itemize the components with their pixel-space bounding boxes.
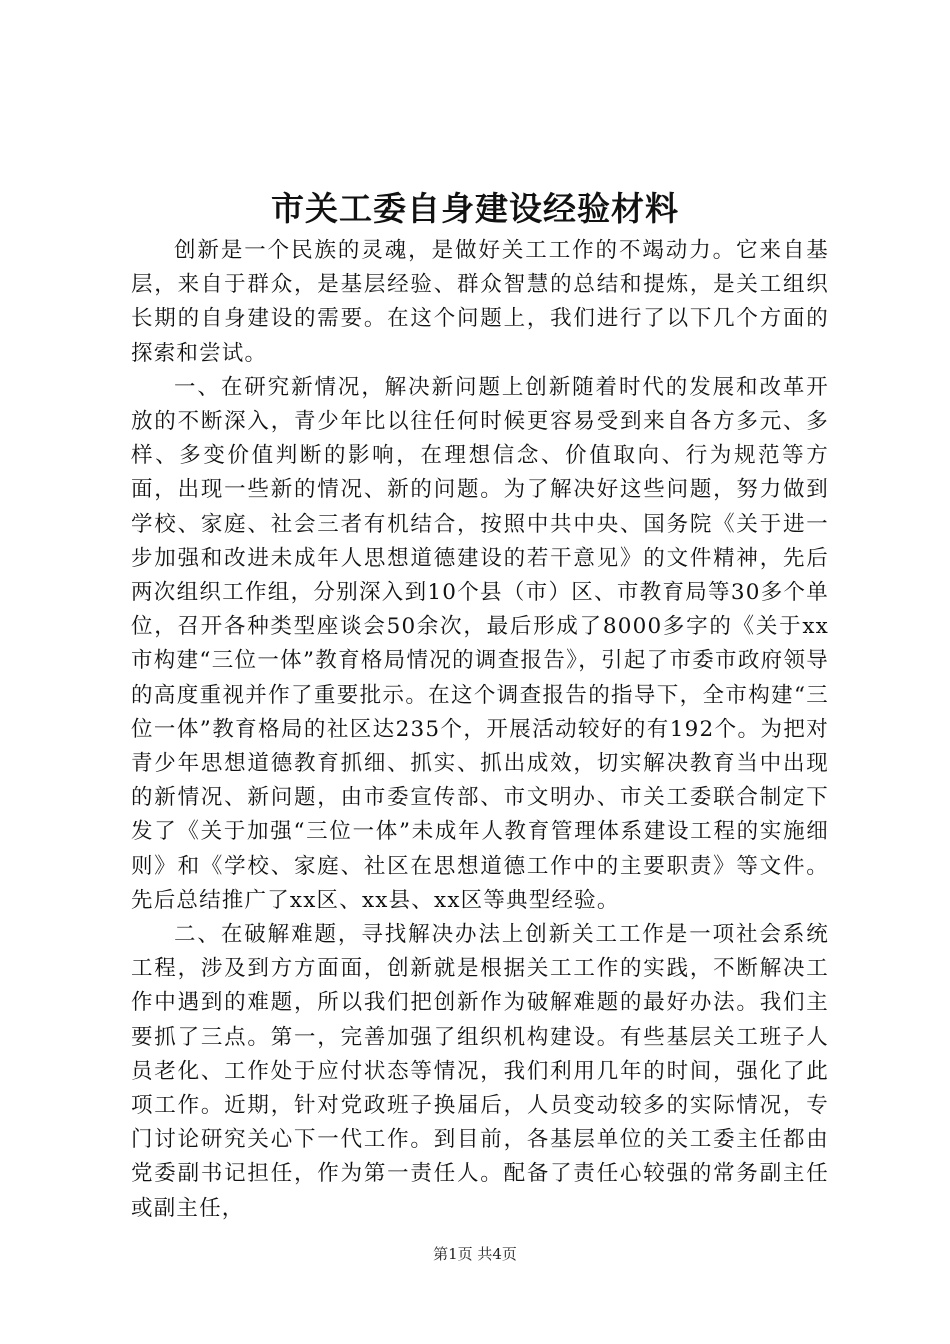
paragraph-intro: 创新是一个民族的灵魂，是做好关工工作的不竭动力。它来自基层，来自于群众，是基层经验、群众智慧的总结和提炼，是关工组织长期的自身建设的需要。在这个问题上，我们进行了以下几个方面的探索和尝试。 — [131, 238, 829, 366]
page-footer — [0, 1243, 950, 1265]
paragraph-section-one: 一、在研究新情况，解决新问题上创新随着时代的发展和改革开放的不断深入，青少年比以往任何时候更容易受到来自各方多元、多样、多变价值判断的影响，在理想信念、价值取向、行为规范等方面，出现一些新的情况、新的问题。为了解决好这些问题，努力做到学校、家庭、社会三者有机结合，按照中共中央、国务院《关于进一步加强和改进未成年人思想道德建设的若干意见》的文件精神，先后两次组织工作组，分别深入到10个县（市）区、市教育局等30多个单位，召开各种类型座谈会50余次，最后形成了8000多字的《关于xx市构建“三位一体”教育格局情况的调查报告》，引起了市委市政府领导的高度重视并作了重要批示。在这个调查报告的指导下，全市构建“三位一体”教育格局的社区达235个，开展活动较好的有192个。为把对青少年思想道德教育抓细、抓实、抓出成效，切实解决教育当中出现的新情况、新问题，由市委宣传部、市文明办、市关工委联合制定下发了《关于加强“三位一体”未成年人教育管理体系建设工程的实施细则》和《学校、家庭、社区在思想道德工作中的主要职责》等文件。先后总结推广了xx区、xx县、xx区等典型经验。 — [131, 374, 829, 913]
document-body — [131, 234, 829, 1226]
paragraph-section-two: 二、在破解难题，寻找解决办法上创新关工工作是一项社会系统工程，涉及到方方面面，创新就是根据关工工作的实践，不断解决工作中遇到的难题，所以我们把创新作为破解难题的最好办法。我们主要抓了三点。第一，完善加强了组织机构建设。有些基层关工班子人员老化、工作处于应付状态等情况，我们利用几年的时间，强化了此项工作。近期，针对党政班子换届后，人员变动较多的实际情况，专门讨论研究关心下一代工作。到目前，各基层单位的关工委主任都由党委副书记担任，作为第一责任人。配备了责任心较强的常务副主任或副主任， — [131, 922, 829, 1221]
document-title: 市关工委自身建设经验材料 — [271, 189, 679, 228]
page-indicator: 第1页 共4页 — [433, 1245, 517, 1263]
